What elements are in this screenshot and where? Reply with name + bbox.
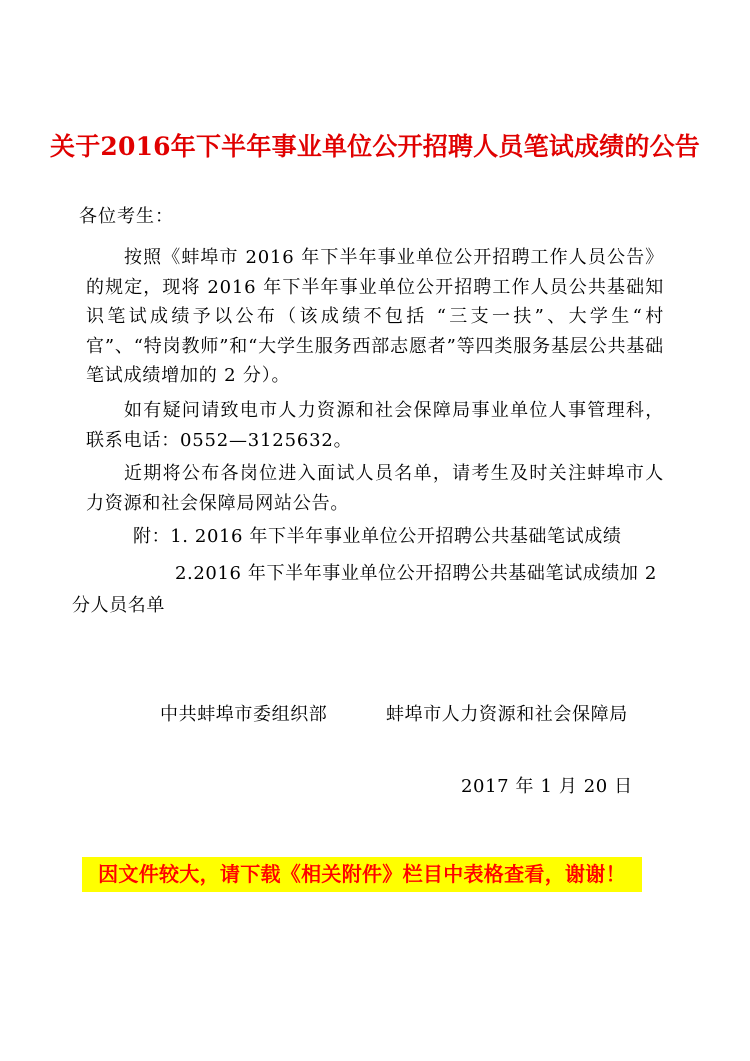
salutation: 各位考生： xyxy=(79,206,174,227)
paragraph-contact: 如有疑问请致电市人力资源和社会保障局事业单位人事管理科，联系电话：0552—3125632。 xyxy=(86,400,664,451)
download-notice-banner: 因文件较大，请下载《相关附件》栏目中表格查看，谢谢！ xyxy=(82,857,642,892)
attachment-item-1: 附：1. 2016 年下半年事业单位公开招聘公共基础笔试成绩 xyxy=(133,526,622,547)
paragraph-interview: 近期将公布各岗位进入面试人员名单，请考生及时关注蚌埠市人力资源和社会保障局网站公告。 xyxy=(86,463,664,514)
signature-hr-bureau: 蚌埠市人力资源和社会保障局 xyxy=(386,704,628,725)
paragraph-announcement: 按照《蚌埠市 2016 年下半年事业单位公开招聘工作人员公告》的规定，现将 2016 年下半年事业单位公开招聘工作人员公共基础知识笔试成绩予以公布（该成绩不包括 “三支一扶”、大学生“村官”、“特岗教师”和“大学生服务西部志愿者”等四类服务基层公共基础笔试成绩增加的 2 分）。 xyxy=(86,247,664,386)
signature-org-department: 中共蚌埠市委组织部 xyxy=(160,704,328,725)
attachment-item-2: 2.2016 年下半年事业单位公开招聘公共基础笔试成绩加 2 分人员名单 xyxy=(72,563,657,616)
page-title: 关于2016年下半年事业单位公开招聘人员笔试成绩的公告 xyxy=(50,132,700,161)
issue-date: 2017 年 1 月 20 日 xyxy=(461,776,633,797)
